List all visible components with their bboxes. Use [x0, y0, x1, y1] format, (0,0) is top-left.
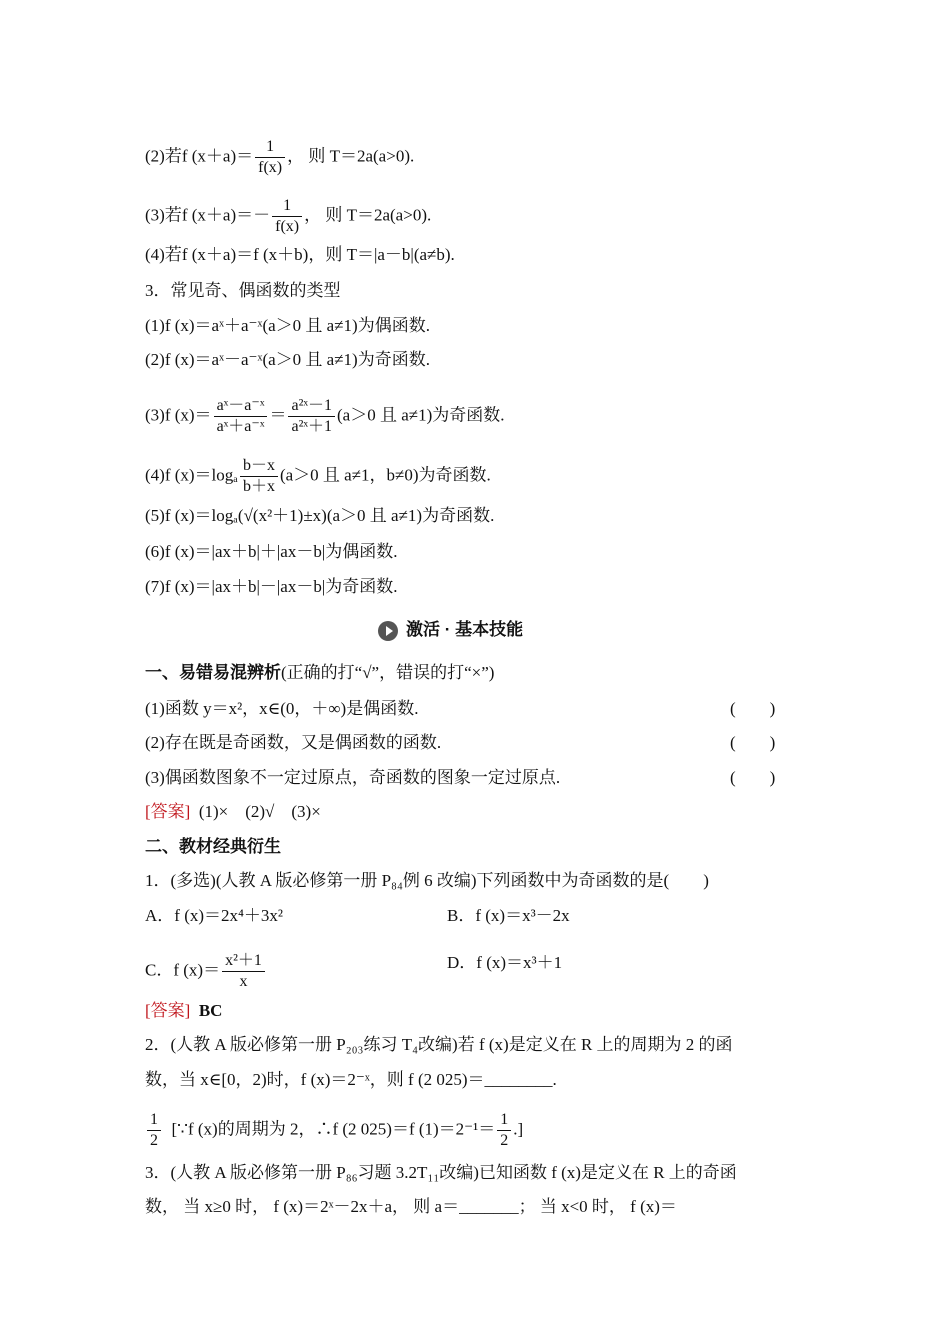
formula-text: f (x＋a)＝f (x＋b)，则 T＝|a－b|(a≠b). — [181, 245, 455, 264]
option-label: C．f (x)＝ — [145, 960, 221, 980]
q3-stem-line2: 数， 当 x≥0 时， f (x)＝2ˣ－2x＋a， 则 a＝_______； 当 x<0 时， f (x)＝ — [145, 1197, 677, 1216]
denominator: 2 — [500, 1132, 509, 1149]
answer-text: (1)× (2)√ (3)× — [198, 802, 321, 821]
q1-option-a: A．f (x)＝2x⁴＋3x² — [145, 906, 284, 925]
numerator: aˣ－a⁻ˣ — [214, 396, 268, 417]
formula-lhs: (4)f (x)＝logₐ — [145, 465, 238, 485]
denominator: x — [239, 973, 248, 990]
numerator: 1 — [255, 137, 285, 158]
judge-item-1: (1)函数 y＝x²，x∈(0，＋∞)是偶函数. — [145, 699, 419, 718]
part1-title: 一、易错易混辨析 — [145, 663, 281, 682]
q1-option-c — [145, 951, 267, 992]
type-item-5: (5)f (x)＝logₐ(√(x²＋1)±x)(a＞0 且 a≠1)为奇函数. — [145, 506, 495, 525]
part1-heading — [145, 661, 494, 685]
denominator: 2 — [150, 1132, 158, 1149]
formula-tail: ， 则 T＝2a(a>0). — [304, 205, 432, 225]
denominator: b＋x — [242, 478, 275, 495]
q1-answer — [145, 999, 222, 1023]
equals-sign: ＝ — [269, 405, 287, 425]
denominator: aˣ＋a⁻ˣ — [216, 418, 265, 435]
explanation-end: .] — [513, 1119, 524, 1139]
item-label: (2)若 — [145, 146, 182, 166]
formula-lhs: (3)f (x)＝ — [145, 405, 212, 425]
q2-answer — [145, 1110, 523, 1151]
numerator: b－x — [240, 456, 278, 477]
explanation-text: [∵f (x)的周期为 2，∴f (2 025)＝f (1)＝2⁻¹＝ — [171, 1119, 496, 1139]
fraction — [288, 396, 335, 437]
answer-blank-3[interactable]: ( ) — [730, 768, 776, 787]
q1-option-d: D．f (x)＝x³＋1 — [447, 953, 563, 972]
part2-heading: 二、教材经典衍生 — [145, 837, 281, 856]
formula-lhs: f (x＋a)＝ — [181, 146, 254, 166]
numerator: x²＋1 — [222, 951, 265, 972]
fraction — [222, 951, 265, 992]
section-title: 激活 · 基本技能 — [406, 620, 524, 639]
part1-answer — [145, 800, 321, 824]
fraction — [497, 1110, 511, 1151]
types-heading: 3．常见奇、偶函数的类型 — [145, 281, 341, 300]
q1-stem: 1．(多选)(人教 A 版必修第一册 P₈₄例 6 改编)下列函数中为奇函数的是( ) — [145, 871, 709, 890]
type-item-1: (1)f (x)＝aˣ＋a⁻ˣ(a＞0 且 a≠1)为偶函数. — [145, 316, 430, 335]
denominator: f(x) — [258, 159, 283, 176]
numerator: 1 — [272, 196, 302, 217]
item-label: (4)若 — [145, 245, 182, 264]
answer-fraction — [147, 1110, 161, 1151]
denominator: a²ˣ＋1 — [291, 418, 332, 435]
fraction — [214, 396, 268, 437]
answer-blank-1[interactable]: ( ) — [730, 699, 776, 718]
q3-stem-line1: 3．(人教 A 版必修第一册 P₈₆习题 3.2T₁₁改编)已知函数 f (x)是定义在 R 上的奇函 — [145, 1163, 737, 1182]
formula-tail: (a＞0 且 a≠1，b≠0)为奇函数. — [279, 465, 491, 485]
period-item-3 — [145, 196, 431, 237]
judge-item-2: (2)存在既是奇函数，又是偶函数的函数. — [145, 733, 442, 752]
answer-blank-2[interactable]: ( ) — [730, 733, 776, 752]
type-item-7: (7)f (x)＝|ax＋b|－|ax－b|为奇函数. — [145, 577, 398, 596]
formula-tail: ， 则 T＝2a(a>0). — [287, 146, 415, 166]
period-item-4 — [145, 243, 455, 267]
type-item-2: (2)f (x)＝aˣ－a⁻ˣ(a＞0 且 a≠1)为奇函数. — [145, 350, 430, 369]
formula-tail: (a＞0 且 a≠1)为奇函数. — [337, 405, 505, 425]
answer-label: [答案] — [145, 1001, 191, 1020]
fraction — [272, 196, 302, 237]
type-item-6: (6)f (x)＝|ax＋b|＋|ax－b|为偶函数. — [145, 542, 398, 561]
item-label: (3)若 — [145, 205, 182, 225]
play-circle-icon — [378, 621, 398, 641]
q2-stem-line2: 数，当 x∈[0，2)时，f (x)＝2⁻ˣ，则 f (2 025)＝________. — [145, 1070, 557, 1089]
judge-item-3: (3)偶函数图象不一定过原点，奇函数的图象一定过原点. — [145, 768, 561, 787]
answer-label: [答案] — [145, 802, 191, 821]
fraction — [255, 137, 285, 178]
numerator: a²ˣ－1 — [288, 396, 335, 417]
denominator: f(x) — [275, 218, 300, 235]
period-item-2 — [145, 137, 414, 178]
numerator: 1 — [147, 1110, 161, 1131]
type-item-4 — [145, 456, 491, 497]
q2-stem-line1: 2．(人教 A 版必修第一册 P₂₀₃练习 T₄改编)若 f (x)是定义在 R 上的周期为 2 的函 — [145, 1035, 733, 1054]
numerator: 1 — [497, 1110, 511, 1131]
q1-option-b: B．f (x)＝x³－2x — [447, 906, 570, 925]
type-item-3 — [145, 396, 505, 437]
part1-note: (正确的打“√”，错误的打“×”) — [281, 663, 495, 682]
answer-text: BC — [198, 1001, 223, 1020]
fraction — [240, 456, 278, 497]
section-heading — [378, 618, 523, 642]
formula-lhs: f (x＋a)＝－ — [181, 205, 271, 225]
